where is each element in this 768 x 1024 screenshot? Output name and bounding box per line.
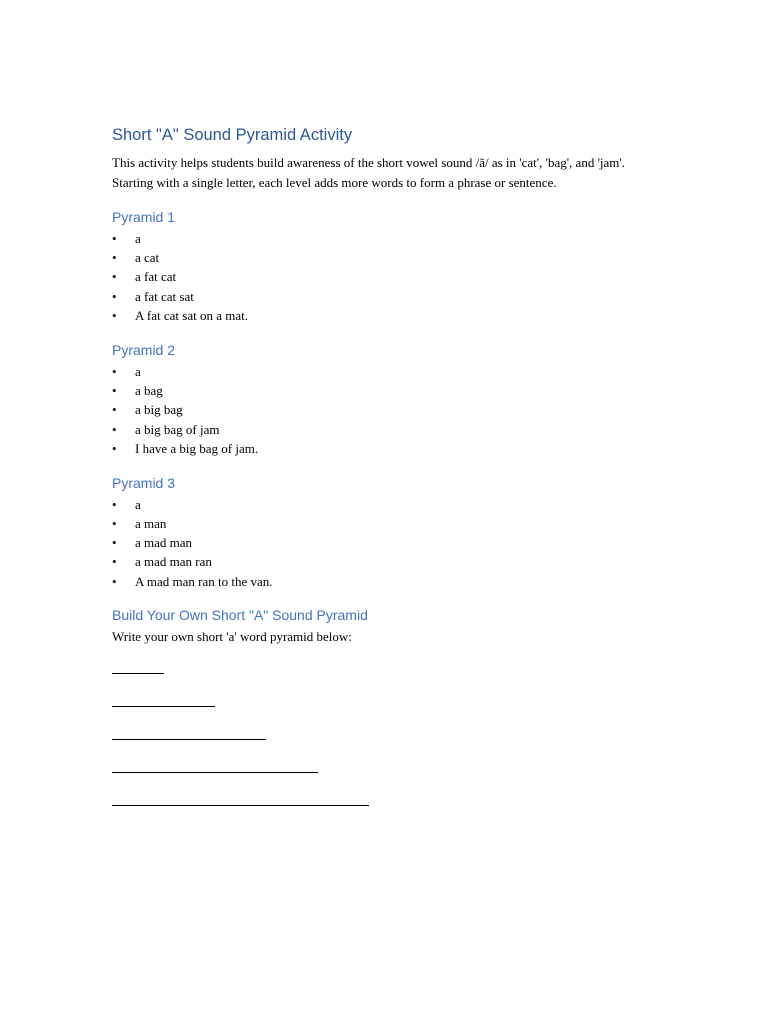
blank-line-row [112, 680, 652, 713]
pyramid-section-2 [112, 340, 652, 458]
bullet-icon: • [112, 421, 117, 437]
list-item [112, 400, 652, 419]
list-item [112, 514, 652, 533]
list-item-text: a fat cat sat [135, 288, 194, 304]
blank-line-row [112, 746, 652, 779]
list-item [112, 306, 652, 325]
list-item [112, 495, 652, 514]
bullet-icon: • [112, 307, 117, 323]
blank-line-row [112, 779, 652, 812]
blank-line[interactable] [112, 706, 215, 707]
list-item [112, 420, 652, 439]
document-page [112, 124, 652, 812]
bullet-icon: • [112, 363, 117, 379]
build-prompt: Write your own short 'a' word pyramid below: [112, 628, 352, 644]
list-item-text: a big bag of jam [135, 421, 220, 437]
build-heading: Build Your Own Short "A" Sound Pyramid [112, 606, 368, 623]
build-your-own-section [112, 605, 652, 812]
pyramid-heading: Pyramid 2 [112, 341, 176, 358]
bullet-icon: • [112, 496, 117, 512]
list-item-text: I have a big bag of jam. [135, 440, 259, 456]
pyramid-list [112, 229, 652, 325]
list-item [112, 439, 652, 458]
bullet-icon: • [112, 516, 117, 532]
answer-blanks [112, 647, 652, 812]
list-item [112, 248, 652, 267]
pyramid-heading: Pyramid 1 [112, 209, 176, 225]
intro-paragraph: This activity helps students build awareness of the short vowel sound /ă/ as in 'cat', 'bag', and 'jam'. Starting with a single letter, each level adds more words to form a phrase or sentence. [112, 155, 626, 190]
blank-line-row [112, 647, 652, 680]
pyramid-list [112, 362, 652, 458]
pyramid-section-3 [112, 473, 652, 591]
bullet-icon: • [112, 288, 117, 304]
bullet-icon: • [112, 383, 117, 399]
list-item-text: a [135, 496, 141, 512]
list-item-text: a bag [135, 383, 163, 399]
document-title: Short "A" Sound Pyramid Activity [112, 126, 353, 144]
list-item [112, 533, 652, 552]
list-item [112, 287, 652, 306]
blank-line[interactable] [112, 805, 369, 806]
list-item-text: A mad man ran to the van. [135, 573, 273, 589]
bullet-icon: • [112, 250, 117, 266]
list-item-text: a big bag [135, 402, 183, 418]
pyramid-heading: Pyramid 3 [112, 474, 176, 491]
list-item [112, 572, 652, 591]
list-item [112, 229, 652, 248]
bullet-icon: • [112, 269, 117, 285]
list-item [112, 381, 652, 400]
bullet-icon: • [112, 231, 117, 246]
list-item [112, 267, 652, 286]
list-item-text: a [135, 363, 141, 379]
blank-line[interactable] [112, 739, 266, 740]
list-item-text: A fat cat sat on a mat. [135, 307, 248, 323]
list-item [112, 362, 652, 381]
blank-line-row [112, 713, 652, 746]
bullet-icon: • [112, 573, 117, 589]
list-item-text: a man [135, 516, 167, 532]
pyramid-list [112, 495, 652, 591]
bullet-icon: • [112, 535, 117, 551]
bullet-icon: • [112, 440, 117, 456]
pyramid-section-1 [112, 207, 652, 325]
list-item-text: a cat [135, 250, 160, 266]
bullet-icon: • [112, 554, 117, 570]
list-item-text: a mad man ran [135, 554, 212, 570]
blank-line[interactable] [112, 673, 164, 674]
list-item-text: a mad man [135, 535, 193, 551]
list-item [112, 552, 652, 571]
list-item-text: a [135, 231, 141, 246]
list-item-text: a fat cat [135, 269, 177, 285]
bullet-icon: • [112, 402, 117, 418]
blank-line[interactable] [112, 772, 318, 773]
